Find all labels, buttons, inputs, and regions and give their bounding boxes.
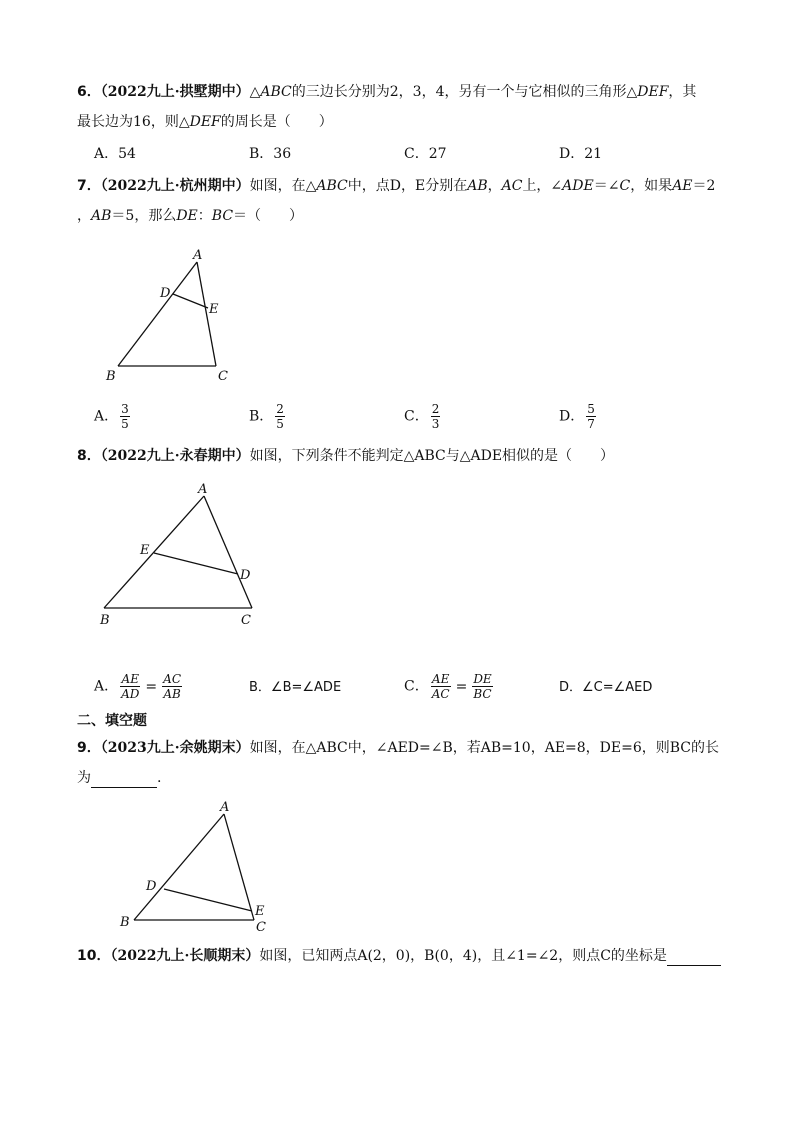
q7-source: （2022九上·杭州期中） (100, 178, 250, 194)
q7-number: 7 (77, 178, 87, 194)
q9-segment-de (164, 889, 252, 911)
q7-option-c-fraction: $\frac{2}{3}$ (431, 402, 440, 431)
q7-side-ab (118, 262, 197, 366)
q8-triangle-figure (96, 478, 266, 628)
q6-option-a[interactable]: A．54 (94, 146, 136, 162)
q8-label-c: C (241, 613, 251, 628)
q10-answer-blank[interactable] (667, 949, 721, 966)
q8-option-d[interactable]: D．∠C=∠AED (559, 680, 653, 695)
q7-label-a: A (193, 248, 203, 263)
q9-answer-blank[interactable] (91, 771, 157, 788)
q7-option-b-fraction: $\frac{2}{5}$ (276, 402, 284, 431)
q9-label-b: B (120, 915, 130, 930)
q7-option-b[interactable]: B． $\frac{2}{5}$ (249, 402, 284, 431)
q8-source: （2022九上·永春期中） (100, 448, 250, 464)
q9-triangle-figure (114, 796, 274, 934)
q8-side-ab (104, 496, 204, 608)
q6-line2: 最长边为16，则△DEF的周长是（ ） (77, 114, 333, 130)
q7-label-e: E (209, 302, 219, 317)
q8-option-a[interactable]: A． $\frac{AE}{AD}$ = $\frac{AC}{AB}$ (94, 672, 182, 701)
q9-source: （2023九上·余姚期末） (100, 740, 250, 756)
q7-option-a-fraction: $\frac{3}{5}$ (121, 402, 129, 431)
q9-label-c: C (256, 920, 266, 934)
q7-label-b: B (106, 369, 116, 384)
q6-option-d[interactable]: D．21 (559, 146, 603, 162)
q10-number: 10 (77, 948, 97, 964)
q7-option-c[interactable]: C． $\frac{2}{3}$ (404, 402, 440, 431)
q7-option-d[interactable]: D． $\frac{5}{7}$ (559, 402, 595, 431)
q9-side-ab (134, 814, 224, 920)
q8-segment-ed (154, 553, 238, 574)
section-heading-fill-in: 二、填空题 (77, 713, 147, 729)
q7-label-c: C (218, 369, 228, 384)
q7-line2: ，AB＝5，那么DE：BC＝（ ） (77, 208, 304, 224)
q7-line1: 7．（2022九上·杭州期中）如图，在△ABC中，点D，E分别在AB，AC上，∠ADE＝∠C，如果AE＝2 (77, 178, 716, 194)
q7-label-d: D (160, 286, 171, 301)
q8-line1: 8．（2022九上·永春期中）如图，下列条件不能判定△ABC与△ADE相似的是（ ） (77, 448, 615, 464)
q6-source: （2022九上·拱墅期中） (100, 84, 250, 100)
q6-line1: 6．（2022九上·拱墅期中）△ABC的三边长分别为2，3，4，另有一个与它相似的三角形△DEF，其 (77, 84, 697, 100)
q6-option-b[interactable]: B．36 (249, 146, 292, 162)
q9-label-e: E (255, 904, 265, 919)
q8-label-e: E (140, 543, 150, 558)
q10-source: （2022九上·长顺期末） (110, 948, 260, 964)
q8-label-b: B (100, 613, 110, 628)
q9-label-a: A (220, 800, 230, 815)
q7-option-d-fraction: $\frac{5}{7}$ (587, 402, 595, 431)
q10-line1: 10．（2022九上·长顺期末）如图，已知两点A(2，0)，B(0，4)，且∠1=∠2，则点C的坐标是 (77, 946, 754, 966)
q8-option-c[interactable]: C． $\frac{AE}{AC}$ = $\frac{DE}{BC}$ (404, 672, 492, 701)
q9-side-ac (224, 814, 254, 920)
q8-label-a: A (198, 482, 208, 497)
q7-option-a[interactable]: A． $\frac{3}{5}$ (94, 402, 129, 431)
q6-option-c[interactable]: C．27 (404, 146, 447, 162)
q9-label-d: D (146, 879, 157, 894)
q9-number: 9 (77, 740, 87, 756)
q8-option-b[interactable]: B．∠B=∠ADE (249, 680, 342, 695)
q8-label-d: D (240, 568, 251, 583)
q8-number: 8 (77, 448, 87, 464)
q8-side-ac (204, 496, 252, 608)
q6-number: 6 (77, 84, 87, 100)
q9-line2: 为 . (77, 770, 162, 786)
q7-triangle-figure (100, 242, 240, 387)
q9-line1: 9．（2023九上·余姚期末）如图，在△ABC中，∠AED=∠B，若AB=10，AE=8，DE=6，则BC的长 (77, 740, 720, 756)
